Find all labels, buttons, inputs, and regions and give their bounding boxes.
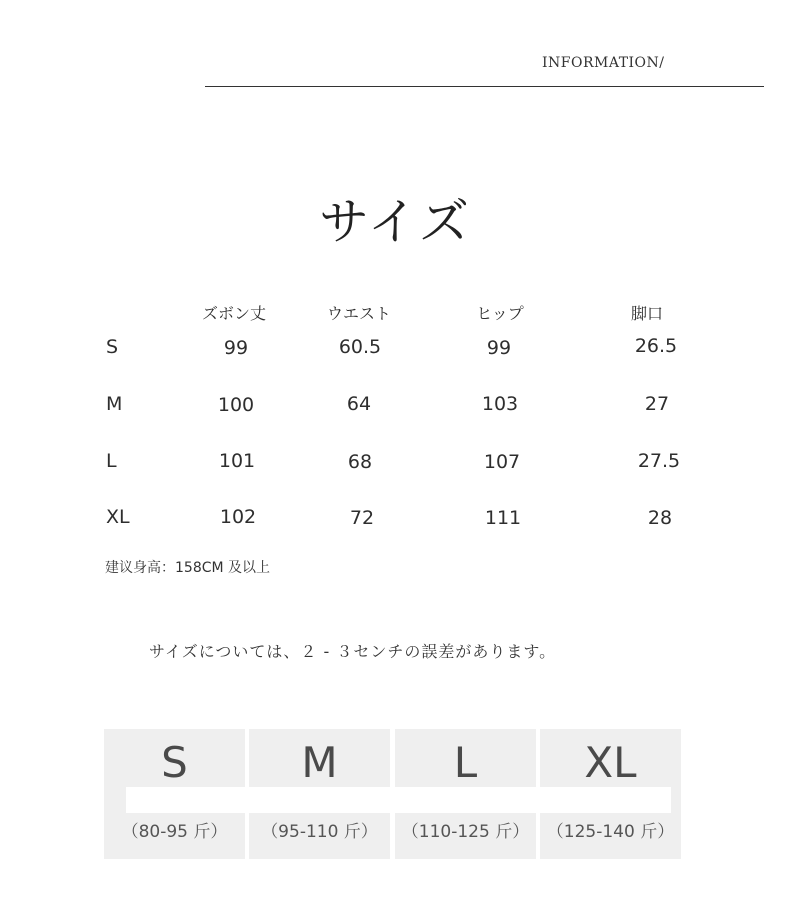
row-size-label: XL — [106, 506, 130, 528]
table-cell: 26.5 — [634, 335, 678, 357]
row-size-label: L — [106, 450, 117, 472]
table-cell: 100 — [217, 394, 255, 416]
table-cell: 27 — [644, 393, 670, 415]
column-header-length: ズボン丈 — [201, 304, 267, 323]
column-header-hem: 脚口 — [630, 304, 664, 323]
row-size-label: M — [106, 393, 123, 415]
page-title: サイズ — [319, 193, 471, 251]
table-cell: 107 — [483, 451, 521, 473]
table-cell: 60.5 — [338, 336, 382, 358]
table-cell: 111 — [484, 507, 522, 529]
table-cell: 27.5 — [637, 450, 681, 472]
table-cell: 101 — [218, 450, 256, 472]
weight-card-size: L — [453, 738, 478, 787]
column-header-waist: ウエスト — [326, 304, 392, 323]
weight-card-size: S — [161, 738, 188, 787]
weight-card-size: XL — [584, 738, 637, 787]
divider-strip — [126, 787, 671, 813]
table-cell: 99 — [223, 337, 249, 359]
weight-card-range: （110-125 斤） — [401, 822, 530, 842]
recommended-height-note: 建议身高：158CM 及以上 — [105, 560, 271, 576]
table-cell: 102 — [219, 506, 257, 528]
row-size-label: S — [106, 336, 119, 358]
header-rule — [205, 86, 764, 87]
table-cell: 99 — [486, 337, 512, 359]
weight-card-range: （95-110 斤） — [261, 822, 378, 842]
table-cell: 28 — [647, 507, 673, 529]
table-cell: 72 — [349, 507, 375, 529]
table-cell: 103 — [481, 393, 519, 415]
column-header-hip: ヒップ — [476, 304, 524, 323]
table-cell: 64 — [346, 393, 372, 415]
info-label: INFORMATION/ — [542, 55, 665, 71]
weight-card-range: （125-140 斤） — [546, 822, 675, 842]
table-cell: 68 — [347, 451, 373, 473]
weight-card-size: M — [301, 738, 338, 787]
size-tolerance-notice: サイズについては、２ - ３センチの誤差があります。 — [149, 642, 557, 661]
weight-card-range: （80-95 斤） — [121, 822, 228, 842]
